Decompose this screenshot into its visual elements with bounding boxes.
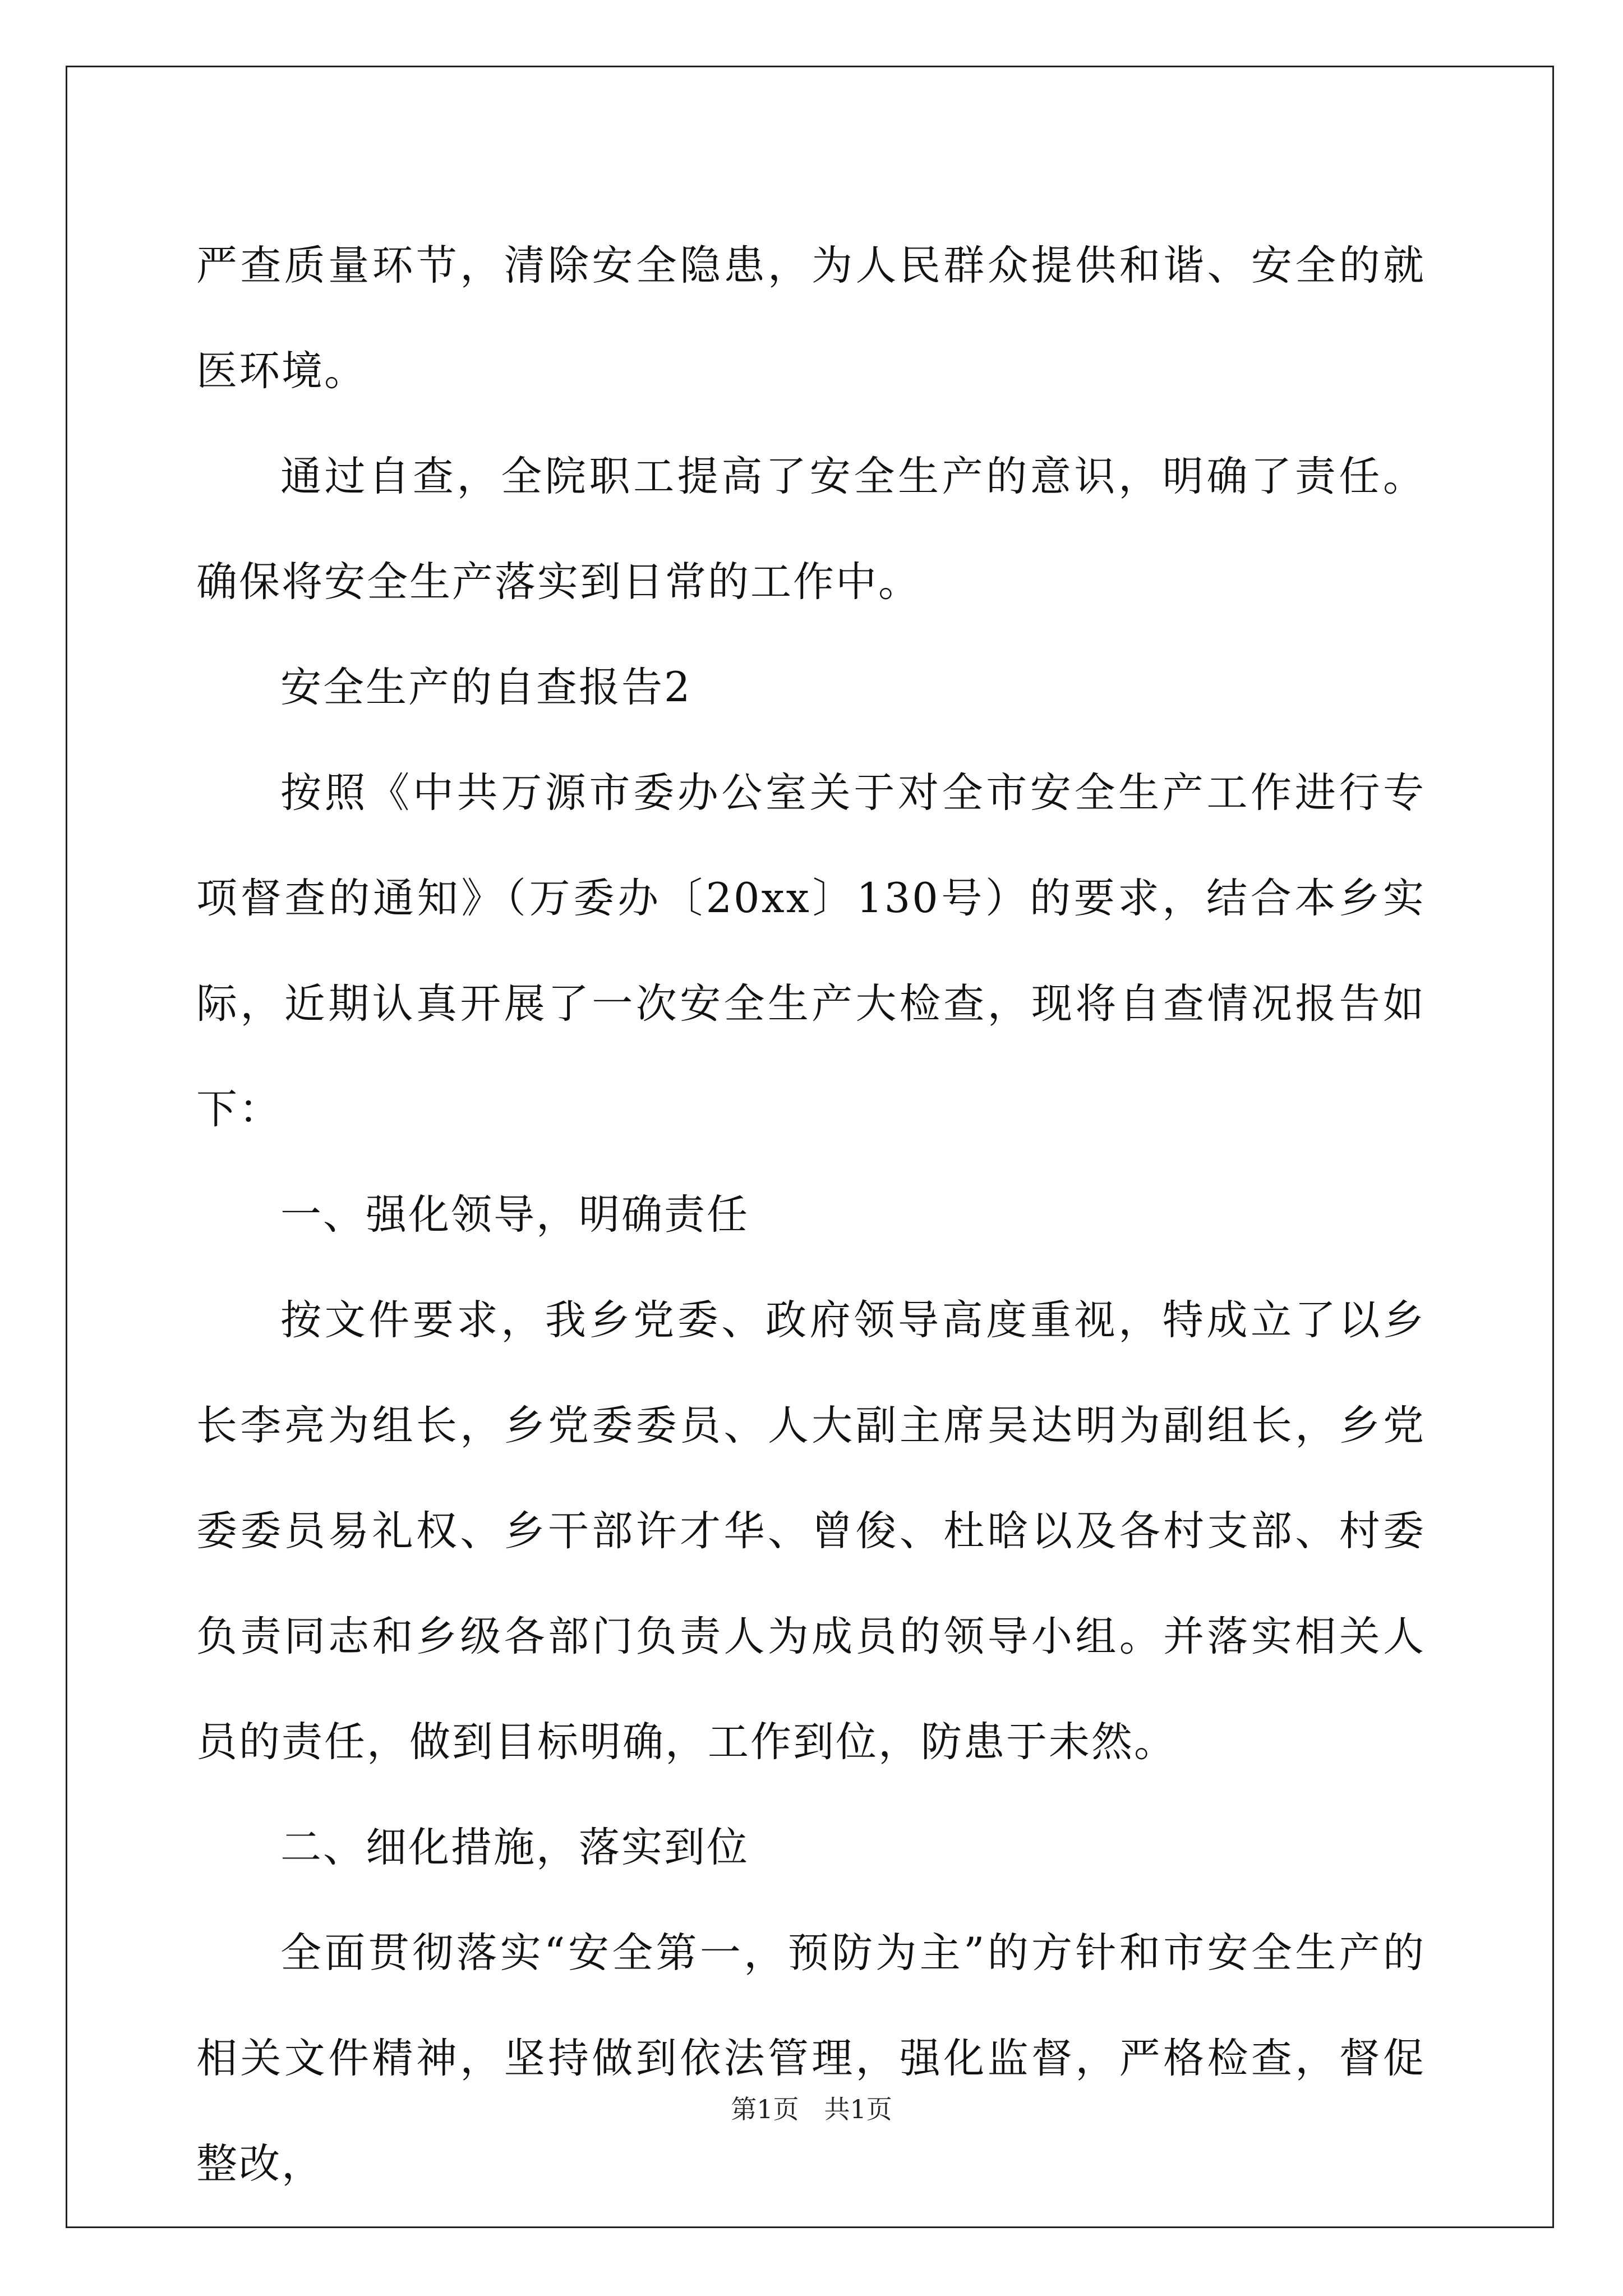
page-footer [0,2092,1623,2126]
paragraph-5: 全面贯彻落实“安全第一，预防为主”的方针和市安全生产的相关文件精神，坚持做到依法管理，强化监督，严格检查，督促整改， [196,1929,1426,2188]
paragraph-2: 通过自查，全院职工提高了安全生产的意识，明确了责任。确保将安全生产落实到日常的工作中。 [196,453,1426,606]
paragraph-4: 按文件要求，我乡党委、政府领导高度重视，特成立了以乡长李亮为组长，乡党委委员、人大副主席吴达明为副组长，乡党委委员易礼权、乡干部许才华、曾俊、杜晗以及各村支部、村委负责同志和乡级各部门负责人为成员的领导小组。并落实相关人员的责任，做到目标明确，工作到位，防患于未然。 [196,1296,1426,1766]
paragraph-1: 严查质量环节，清除安全隐患，为人民群众提供和谐、安全的就医环境。 [196,242,1426,395]
section-title-report-2: 安全生产的自查报告2 [280,664,692,711]
heading-2: 二、细化措施，落实到位 [280,1824,749,1871]
paragraph-3: 按照《中共万源市委办公室关于对全市安全生产工作进行专项督查的通知》（万委办〔20xx〕130号）的要求，结合本乡实际，近期认真开展了一次安全生产大检查，现将自查情况报告如下： [196,769,1426,1133]
heading-1: 一、强化领导，明确责任 [280,1191,749,1239]
page-total: 共1页 [824,2094,892,2124]
document-body [196,213,1426,2217]
page-number: 第1页 [731,2094,799,2124]
